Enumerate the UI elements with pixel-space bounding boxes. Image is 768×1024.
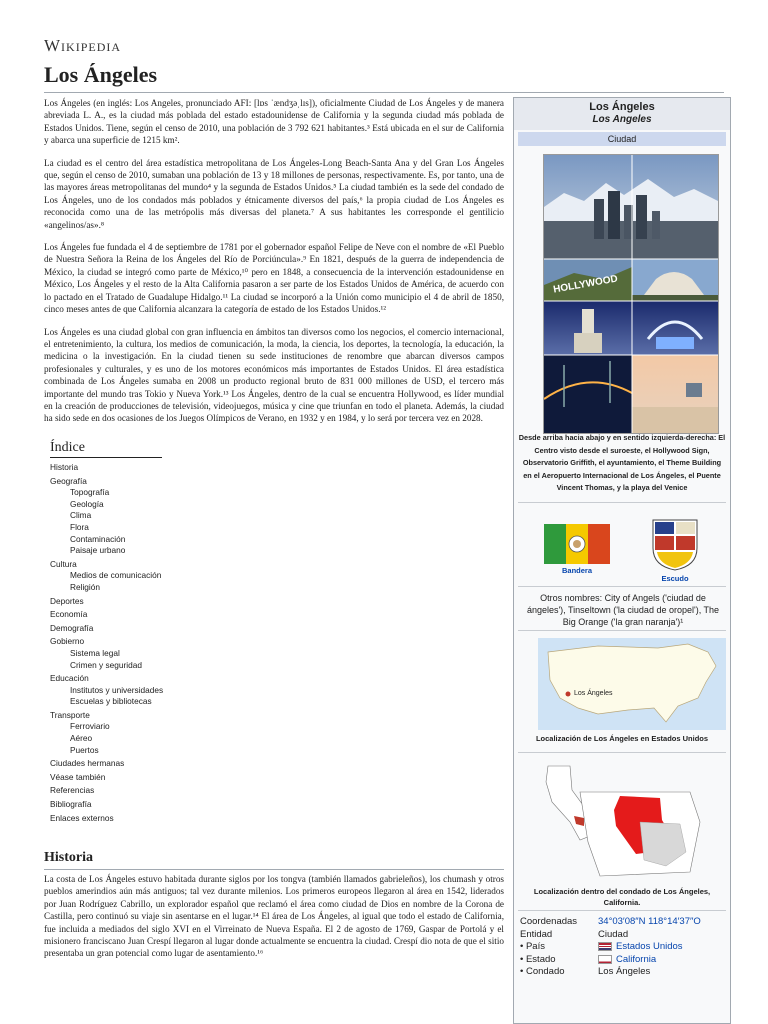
toc-item[interactable]: Historia — [50, 462, 79, 472]
section-divider — [44, 869, 504, 870]
us-flag-icon — [598, 942, 612, 951]
toc-item[interactable]: Cultura — [50, 558, 77, 569]
map-caption: Localización de Los Ángeles en Estados Unidos — [535, 734, 709, 743]
infobox-category[interactable]: Ciudad — [518, 132, 726, 146]
toc-item[interactable]: Economía — [50, 609, 88, 620]
section-heading-historia: Historia — [44, 850, 93, 865]
collage-image — [544, 155, 718, 433]
page-title: Los Ángeles — [44, 62, 158, 87]
toc-item[interactable]: Paisaje urbano — [70, 545, 126, 556]
infobox-divider — [518, 752, 726, 753]
infobox-row — [520, 941, 726, 954]
economy-paragraph: Los Ángeles es una ciudad global con gran influencia en ámbitos tan diversos como los negocios, el comercio internacional, el entretenimiento, la cultura, los medios de comunicación, la moda, la ciencia, los deportes, la tecnología, la educación, la medicina o la investigación. En la ciudad tienen su sede instituciones de renombre que abarcan diversos campos profesionales y culturales, y es uno de los motores económicos más importantes de Estados Unidos. El área estadística combinada de Los Ángeles sumaba en 2008 un producto regional bruto de 831 000 millones de USD, el tercero más importante del mundo tras Tokio y Nueva York.¹³ Los Ángeles, dentro de la cual se encuentra Hollywood, es líder mundial en la creación de producciones de televisión, videojuegos, música y cine que triunfan en todo el planeta. Además, la ciudad ha sido sede en dos ocasiones de los Juegos Olímpicos de Verano, en 1932 y en 1984, y lo será por tercera vez en 2028. — [44, 326, 504, 424]
infobox-row-label: • País — [520, 941, 545, 953]
infobox-divider — [518, 630, 726, 631]
toc-item[interactable]: Geografía — [50, 475, 87, 486]
map-marker-label: Los Ángeles — [574, 690, 613, 697]
infobox-row-label: • Condado — [520, 966, 565, 978]
toc-item[interactable]: Transporte — [50, 709, 90, 720]
infobox-row-value[interactable]: Ciudad — [598, 928, 629, 940]
infobox-row-value[interactable]: Los Ángeles — [598, 966, 651, 978]
infobox-divider — [518, 910, 726, 911]
toc-item[interactable]: Flora — [70, 521, 89, 532]
toc-item[interactable]: Institutos y universidades — [70, 684, 164, 695]
shield-label[interactable]: Escudo — [661, 574, 689, 583]
infobox-row — [520, 954, 726, 967]
infobox-data-rows — [520, 916, 726, 979]
california-flag-icon — [598, 955, 612, 964]
hollywood-sign-text: HOLLYWOOD — [552, 273, 619, 296]
city-marker — [566, 692, 571, 697]
county-location-map[interactable] — [540, 762, 706, 882]
toc-item[interactable]: Ferroviario — [70, 721, 110, 732]
toc-item[interactable]: Véase también — [50, 771, 106, 782]
toc-item[interactable]: Demografía — [50, 622, 94, 633]
toc-item[interactable]: Referencias — [50, 785, 95, 796]
toc-item[interactable]: Deportes — [50, 595, 84, 606]
toc-item[interactable]: Crimen y seguridad — [70, 659, 142, 670]
coordinates-value[interactable]: 34°03′08″N 118°14′37″O — [598, 916, 701, 927]
intro-paragraph: Los Ángeles (en inglés: Los Angeles, pronunciado AFI: [lɒs ˈændʒəˌlɪs]), oficialmente Ciudad de Los Ángeles y de manera abreviada L. A., es la ciudad más poblada del estado estadounidense de California y la segunda ciudad más poblada de Estados Unidos. Tiene, según el censo de 2010, una población de 3 792 621 habitantes.³ Está ubicada en el sur de California y abarca una superficie de 1215 km². — [44, 98, 504, 146]
toc-item[interactable]: Geología — [70, 498, 104, 509]
toc-item[interactable]: Puertos — [70, 744, 99, 755]
infobox-title: Los Ángeles — [589, 101, 655, 113]
flag-label[interactable]: Bandera — [561, 566, 592, 575]
history-summary-paragraph: Los Ángeles fue fundada el 4 de septiembre de 1781 por el gobernador español Felipe de Neve con el nombre de «El Pueblo de Nuestra Señora la Reina de los Ángeles del Río de Porciúncula».⁹ En 1821, después de la guerra de independencia de México, la ciudad se integró como parte de México,¹⁰ pero en 1848, a consecuencia de la intervención estadounidense en México, Los Ángeles y el resto de la Alta California pasaron a ser parte de los Estados Unidos de América, de acuerdo con lo pactado en el Tratado de Guadalupe Hidalgo.¹¹ La ciudad se incorporó a la Unión como municipio el 4 de abril de 1850, cinco meses antes de que California alcanzara la categoría de estado de los Estados Unidos.¹² — [44, 242, 504, 315]
infobox-row — [520, 966, 726, 979]
infobox-row — [520, 929, 726, 942]
toc-item[interactable]: Aéreo — [70, 733, 93, 744]
toc-item[interactable]: Enlaces externos — [50, 812, 114, 823]
toc-item[interactable]: Bibliografía — [50, 799, 92, 810]
infobox-row-value[interactable]: California — [598, 954, 726, 967]
infobox-alt-name: Los Angeles — [592, 114, 652, 125]
coordinates-row — [520, 916, 726, 929]
infobox-divider — [518, 586, 726, 587]
metro-paragraph: La ciudad es el centro del área estadística metropolitana de Los Ángeles-Long Beach-Santa Ana y del Gran Los Ángeles que, según el censo de 2010, sumaban una población de 13 y 18 millones de personas, respectivamente. Es, por tanto, una de las mayores áreas metropolitanas del mundo⁴ y la segunda de Estados Unidos.⁵ La ciudad también es la sede del condado de Los Ángeles, uno de los condados más poblados y étnicamente diversos del país,⁶ la propia ciudad de Los Ángeles es reconocida como una de las metrópolis más diversas del planeta.⁷ A sus habitantes les corresponde el gentilicio «angelinos/as».⁸ — [44, 157, 504, 230]
historia-paragraph: La costa de Los Ángeles estuvo habitada durante siglos por los tongva (también llamados gabrieleños), los chumash y otros pueblos amerindios aún más antiguos; tal vez durante milenios. Los primeros europeos llegaron al área en 1542, liderados por Juan Rodríguez Cabrillo, un explorador español que reclamó el área como ciudad de Dios en nombre de la Corona de Castilla, pero continuó su viaje sin asentarse en el lugar.¹⁴ El área de Los Ángeles, al igual que todo el estado de California, fue incluida a mediados del siglo XVI en el Virreinato de Nueva España. El 2 de agosto de 1769, Gaspar de Portolá y el misionero franciscano Juan Crespí llegaron al lugar donde actualmente se encuentra la ciudad. Crespí dio nota de que el sitio presentaba un gran potencial como lugar de asentamiento.¹⁶ — [44, 874, 504, 959]
table-of-contents — [44, 440, 194, 824]
article-body — [44, 97, 504, 435]
infobox-rows — [520, 929, 726, 979]
infobox-divider — [518, 502, 726, 503]
toc-item[interactable]: Religión — [70, 581, 100, 592]
toc-list — [44, 462, 194, 824]
photo-collage[interactable] — [543, 154, 719, 434]
infobox-row-value[interactable]: Estados Unidos — [598, 941, 726, 954]
toc-item[interactable]: Sistema legal — [70, 647, 120, 658]
us-location-map[interactable] — [538, 638, 726, 730]
infobox-header — [514, 98, 730, 130]
nicknames: Otros nombres: City of Angels ('ciudad de ángeles'), Tinseltown ('la ciudad de oropel'), The Big Orange ('la gran naranja')¹ — [526, 593, 720, 627]
flag-image[interactable] — [544, 524, 610, 564]
toc-item[interactable]: Clima — [70, 510, 92, 521]
infobox-row-label: • Estado — [520, 953, 556, 965]
infobox — [513, 97, 731, 1024]
toc-item[interactable]: Topografía — [70, 487, 110, 498]
wikipedia-logo[interactable]: Wikipedia — [44, 36, 122, 55]
toc-item[interactable]: Escuelas y bibliotecas — [70, 696, 152, 707]
title-divider — [44, 92, 724, 93]
collage-caption: Desde arriba hacia abajo y en sentido izquierda-derecha: El Centro visto desde el suroeste, el Hollywood Sign, Observatorio Griffith, el ayuntamiento, el Theme Building en el Aeropuerto Internacional de Los Ángeles, el Puente Vincent Thomas, y la playa del Venice — [518, 433, 726, 493]
toc-item[interactable]: Contaminación — [70, 533, 126, 544]
county-map-caption: Localización dentro del condado de Los Ángeles, California. — [533, 887, 711, 907]
coat-of-arms-image[interactable] — [651, 518, 699, 572]
toc-item[interactable]: Ciudades hermanas — [50, 758, 125, 769]
toc-item[interactable]: Gobierno — [50, 636, 85, 647]
toc-item[interactable]: Medios de comunicación — [70, 570, 162, 581]
toc-heading: Índice — [50, 440, 162, 458]
toc-item[interactable]: Educación — [50, 673, 89, 684]
infobox-row-label: Entidad — [520, 928, 553, 940]
coordinates-label: Coordenadas — [520, 916, 578, 927]
